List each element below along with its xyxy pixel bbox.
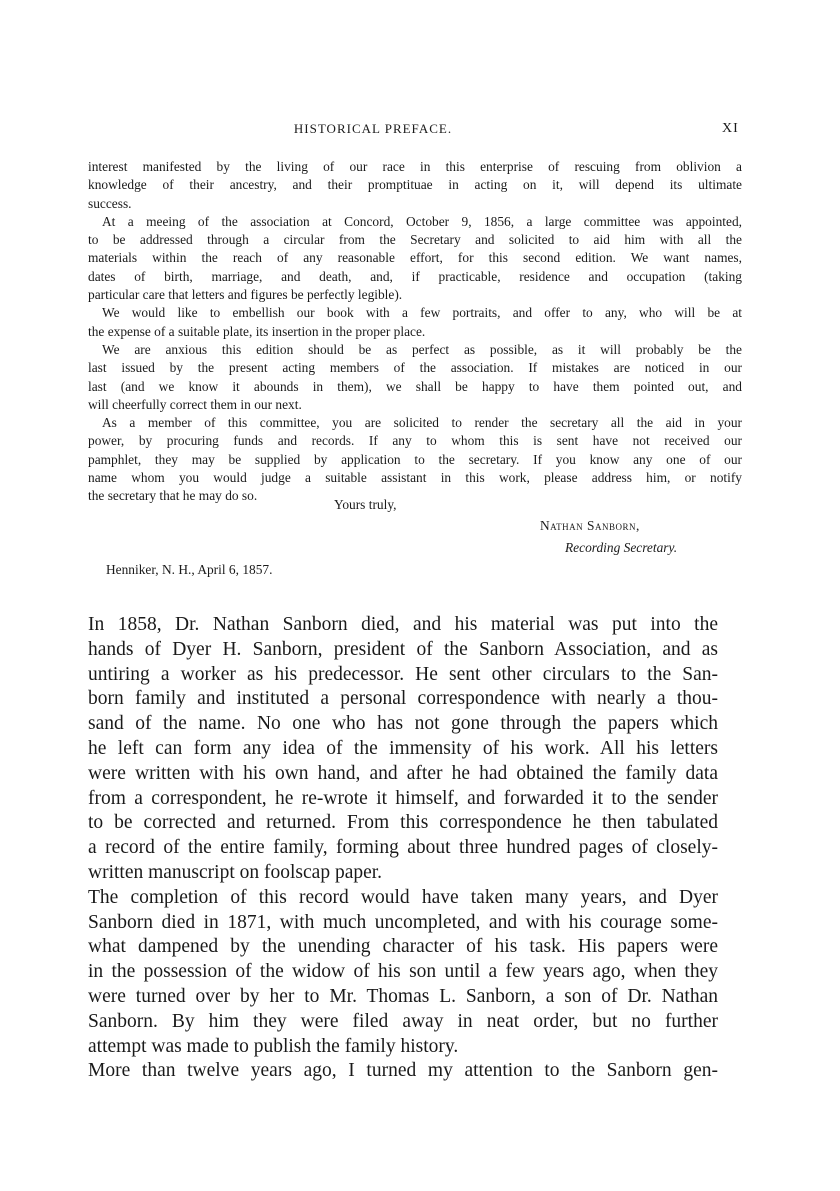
text-line: The completion of this record would have taken many years, and Dyer — [88, 886, 718, 908]
text-line: At a meeing of the association at Concord, October 9, 1856, a large committee was appointed, — [102, 213, 742, 229]
quoted-circular-letter — [88, 158, 742, 506]
text-line: materials within the reach of any reasonable effort, for this second edition. We want names, — [88, 250, 742, 266]
text-line: In 1858, Dr. Nathan Sanborn died, and his material was put into the — [88, 614, 718, 635]
text-line: We are anxious this edition should be as perfect as possible, as it will probably be the — [102, 341, 742, 357]
text-line: the expense of a suitable plate, its insertion in the proper place. — [88, 323, 426, 339]
text-line: power, by procuring funds and records. If any to whom this is sent have not received our — [88, 433, 742, 449]
paragraph — [88, 613, 718, 886]
text-line: pamphlet, they may be supplied by application to the secretary. If you know any one of our — [88, 451, 742, 467]
text-line: from a correspondent, he re-wrote it himself, and forwarded it to the sender — [88, 787, 718, 809]
text-line: last issued by the present acting members of the association. If mistakes are noticed in our — [88, 360, 742, 376]
signature-name: Nathan Sanborn, — [540, 518, 640, 533]
paragraph — [88, 886, 718, 1060]
paragraph — [88, 1059, 718, 1084]
text-line: untiring a worker as his predecessor. He sent other circulars to the San- — [88, 663, 718, 685]
text-line: last (and we know it abounds in them), we shall be happy to have them pointed out, and — [88, 378, 742, 394]
text-line: Sanborn. By him they were filed away in neat order, but no further — [88, 1010, 718, 1032]
text-line: will cheerfully correct them in our next. — [88, 396, 302, 412]
paragraph — [88, 341, 742, 414]
text-line: what dampened by the unending character of his task. His papers were — [88, 936, 718, 958]
place-and-date: Henniker, N. H., April 6, 1857. — [106, 562, 273, 577]
text-line: As a member of this committee, you are solicited to render the secretary all the aid in your — [102, 415, 742, 431]
page-number: XI — [722, 121, 739, 136]
text-line: to be corrected and returned. From this correspondence he then tabulated — [88, 812, 718, 834]
text-line: in the possession of the widow of his son until a few years ago, when they — [88, 961, 718, 983]
text-line: born family and instituted a personal correspondence with nearly a thou- — [88, 688, 718, 710]
text-line: dates of birth, marriage, and death, and, if practicable, residence and occupation (taking — [88, 268, 742, 284]
text-line: to be addressed through a circular from the Secretary and solicited to aid him with all the — [88, 232, 742, 248]
text-line: were turned over by her to Mr. Thomas L. Sanborn, a son of Dr. Nathan — [88, 985, 718, 1007]
paragraph — [88, 213, 742, 304]
text-line: interest manifested by the living of our race in this enterprise of rescuing from oblivion a — [88, 159, 742, 174]
text-line: written manuscript on foolscap paper. — [88, 861, 383, 883]
text-line: hands of Dyer H. Sanborn, president of the Sanborn Association, and as — [88, 638, 718, 660]
signature-role: Recording Secretary. — [565, 540, 678, 555]
text-line: a record of the entire family, forming about three hundred pages of closely- — [88, 837, 718, 859]
text-line: attempt was made to publish the family history. — [88, 1035, 459, 1057]
text-line: name whom you would judge a suitable assistant in this work, please address him, or notify — [88, 470, 742, 486]
text-line: he left can form any idea of the immensity of his work. All his letters — [88, 737, 718, 759]
running-header-title: HISTORICAL PREFACE. — [293, 121, 453, 136]
text-line: success. — [88, 195, 132, 211]
text-line: We would like to embellish our book with a few portraits, and offer to any, who will be at — [102, 305, 742, 321]
body-text — [88, 613, 718, 1084]
text-line: sand of the name. No one who has not gone through the papers which — [88, 713, 718, 735]
letter-closing: Yours truly, — [334, 497, 397, 512]
text-line: More than twelve years ago, I turned my attention to the Sanborn gen- — [88, 1060, 718, 1082]
text-line: were written with his own hand, and after he had obtained the family data — [88, 762, 718, 784]
text-line: Sanborn died in 1871, with much uncompleted, and with his courage some- — [88, 911, 718, 933]
paragraph — [88, 304, 742, 341]
text-line: particular care that letters and figures be perfectly legible). — [88, 287, 403, 303]
paragraph — [88, 158, 742, 213]
paragraph — [88, 414, 742, 505]
text-line: the secretary that he may do so. — [88, 488, 258, 504]
text-line: knowledge of their ancestry, and their promptituae in acting on it, will depend its ultimate — [88, 177, 742, 193]
